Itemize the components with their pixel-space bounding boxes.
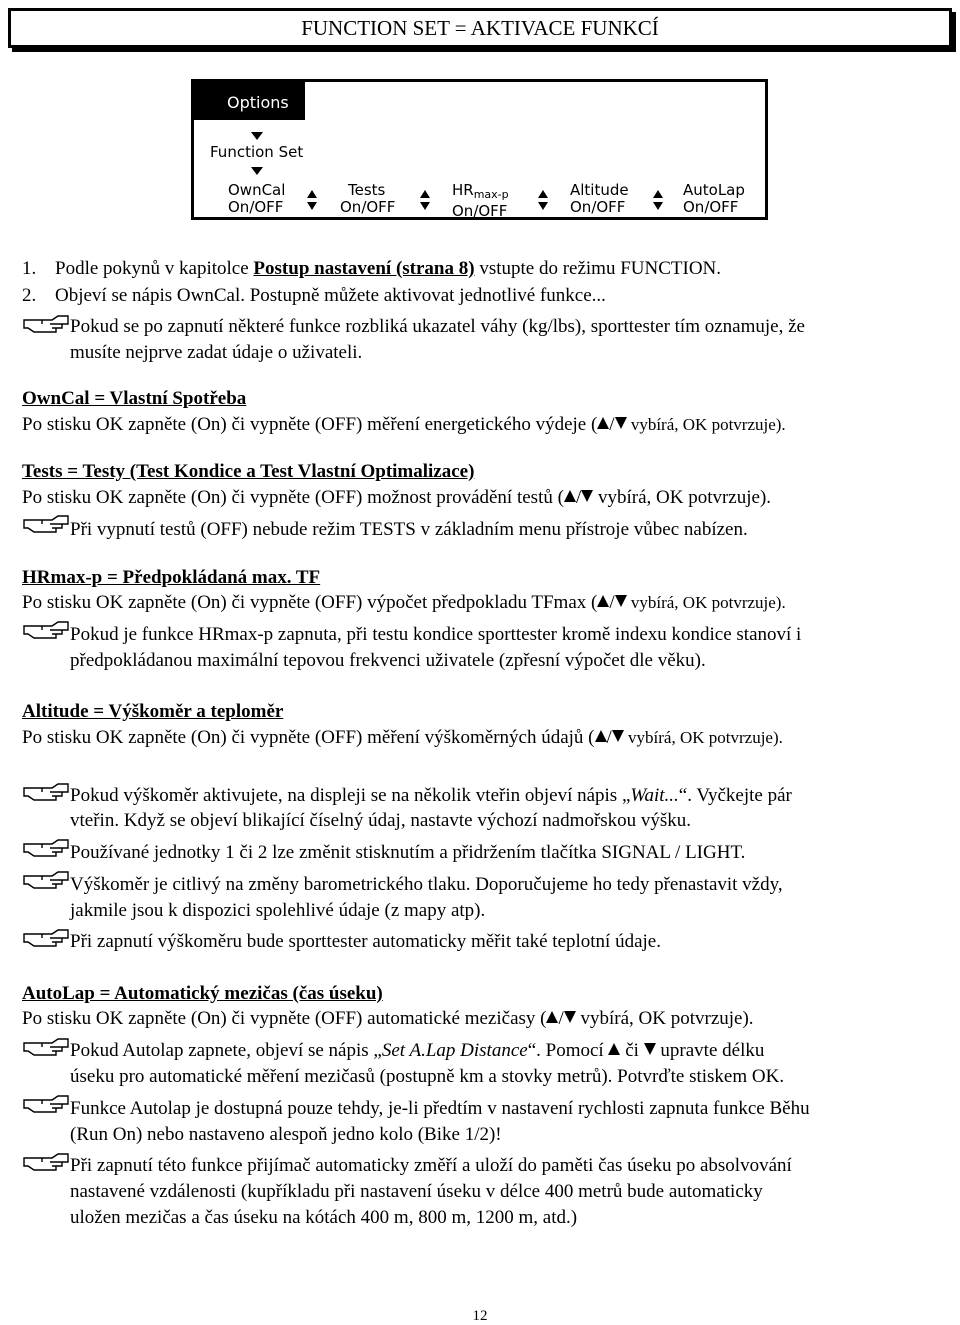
note-text: “. Vyčkejte pár	[678, 785, 792, 806]
step-text: Podle pokynů v kapitolce	[55, 258, 254, 279]
pointing-hand-icon	[22, 312, 70, 334]
up-arrow-icon	[608, 1043, 620, 1055]
pointing-hand-icon	[22, 1150, 70, 1172]
lcd-item-state: On/OFF	[340, 198, 396, 216]
up-down-icon	[538, 190, 548, 212]
arrow-down-icon	[251, 167, 263, 175]
body-text: Po stisku OK zapněte (On) či vypněte (OFF) měření energetického výdeje (	[22, 414, 598, 435]
note-text: upravte délku	[655, 1040, 765, 1061]
altitude-note-2: Používané jednotky 1 či 2 lze změnit stisknutím a přidržením tlačítka SIGNAL / LIGHT.	[70, 842, 746, 863]
altitude-note-1	[70, 785, 792, 807]
lcd-item-owncal	[228, 182, 285, 216]
up-arrow-icon	[597, 595, 609, 607]
down-arrow-icon	[564, 1011, 576, 1023]
pointing-hand-icon	[22, 1092, 70, 1114]
autolap-note-1	[70, 1040, 764, 1062]
lcd-item-state: On/OFF	[228, 198, 284, 216]
body-text: vybírá, OK potvrzuje).	[626, 593, 786, 612]
autolap-body: Po stisku OK zapněte (On) či vypněte (OFF) automatické mezičasy ( / vybírá, OK potvrzuje).	[22, 1008, 754, 1029]
note-text: Pokud výškoměr aktivujete, na displeji se na několik vteřin objeví nápis „	[70, 785, 631, 806]
pointing-hand-icon	[22, 780, 70, 802]
tests-body: Po stisku OK zapněte (On) či vypněte (OFF) možnost provádění testů ( / vybírá, OK potvrzuje).	[22, 487, 772, 508]
note-weight: Pokud se po zapnutí některé funkce rozbliká ukazatel váhy (kg/lbs), sporttester tím oznamuje, že	[70, 316, 805, 337]
step-text: vstupte do režimu FUNCTION.	[474, 258, 722, 279]
lcd-item-name: Tests	[348, 181, 386, 199]
down-arrow-icon	[615, 417, 627, 429]
pointing-hand-icon	[22, 836, 70, 858]
note-weight-cont: musíte nejprve zadat údaje o uživateli.	[70, 342, 363, 363]
arrow-down-icon	[251, 132, 263, 140]
up-arrow-icon	[597, 417, 609, 429]
step-number: 2.	[22, 285, 37, 306]
lcd-figure	[191, 79, 768, 220]
autolap-heading: AutoLap = Automatický mezičas (čas úseku)	[22, 983, 383, 1004]
options-label: Options	[227, 93, 289, 112]
note-text: “. Pomocí	[527, 1040, 609, 1061]
page-header	[8, 8, 952, 48]
lcd-item-autolap	[683, 182, 745, 216]
body-text: Po stisku OK zapněte (On) či vypněte (OFF) automatické mezičasy (	[22, 1008, 547, 1029]
lcd-item-name: AutoLap	[683, 181, 745, 199]
body-text: vybírá, OK potvrzuje).	[575, 1008, 754, 1029]
hrmax-note-cont: předpokládanou maximální tepovou frekvenci uživatele (zpřesní výpočet dle věku).	[70, 650, 706, 671]
body-text: potvrzuje).	[711, 415, 786, 434]
owncal-body: Po stisku OK zapněte (On) či vypněte (OFF) měření energetického výdeje ( / vybírá, OK potvrzuje).	[22, 414, 786, 435]
lcd-item-tests	[340, 182, 395, 216]
autolap-note-3-cont: nastavené vzdálenosti (kupříkladu při nastavení úseku v délce 400 metrů bude automaticky	[70, 1181, 763, 1202]
tests-note: Při vypnutí testů (OFF) nebude režim TESTS v základním menu přístroje vůbec nabízen.	[70, 519, 748, 540]
owncal-heading: OwnCal = Vlastní Spotřeba	[22, 388, 247, 409]
body-text: Po stisku OK zapněte (On) či vypněte (OFF) měření výškoměrných údajů (	[22, 727, 595, 748]
up-down-icon	[653, 190, 663, 212]
up-down-icon	[420, 190, 430, 212]
step-2	[22, 285, 606, 307]
pointing-hand-icon	[22, 618, 70, 640]
down-arrow-icon	[612, 730, 624, 742]
step-text: Objeví se nápis OwnCal. Postupně můžete aktivovat jednotlivé funkce...	[55, 285, 606, 306]
body-text: vybírá, OK potvrzuje).	[623, 728, 783, 747]
step-number: 1.	[22, 258, 37, 279]
lcd-item-name: Altitude	[570, 181, 629, 199]
body-text: vybírá, OK	[626, 415, 712, 434]
altitude-body: Po stisku OK zapněte (On) či vypněte (OFF) měření výškoměrných údajů ( / vybírá, OK potvrzuje).	[22, 727, 783, 748]
up-arrow-icon	[595, 730, 607, 742]
page-title: FUNCTION SET = AKTIVACE FUNKCÍ	[301, 16, 659, 40]
down-arrow-icon	[615, 595, 627, 607]
lcd-item-state: On/OFF	[683, 198, 739, 216]
options-tab	[194, 82, 305, 120]
up-down-icon	[307, 190, 317, 212]
autolap-note-3: Při zapnutí této funkce přijímač automaticky změří a uloží do paměti čas úseku po absolvování	[70, 1155, 792, 1176]
altitude-note-4: Při zapnutí výškoměru bude sporttester automaticky měřit také teplotní údaje.	[70, 931, 661, 952]
note-text: či	[620, 1040, 644, 1061]
note-text: Pokud Autolap zapnete, objeví se nápis „	[70, 1040, 382, 1061]
hrmax-heading: HRmax-p = Předpokládaná max. TF	[22, 567, 321, 588]
autolap-note-2-cont: (Run On) nebo nastaveno alespoň jedno kolo (Bike 1/2)!	[70, 1124, 502, 1145]
lcd-item-state: On/OFF	[570, 198, 626, 216]
hrmax-note: Pokud je funkce HRmax-p zapnuta, při testu kondice sporttester kromě indexu kondice stanoví i	[70, 624, 802, 645]
page-number: 12	[472, 1308, 488, 1324]
tests-heading: Tests = Testy (Test Kondice a Test Vlastní Optimalizace)	[22, 461, 475, 482]
hrmax-body: Po stisku OK zapněte (On) či vypněte (OFF) výpočet předpokladu TFmax ( / vybírá, OK potvrzuje).	[22, 592, 786, 613]
lcd-item-name: HR	[452, 181, 474, 199]
pointing-hand-icon	[22, 512, 70, 534]
instructions-link[interactable]: Postup nastavení (strana 8)	[253, 258, 475, 279]
down-arrow-icon	[581, 490, 593, 502]
pointing-hand-icon	[22, 926, 70, 948]
altitude-note-3-cont: jakmile jsou k dispozici spolehlivé údaje (z mapy atp).	[70, 900, 486, 921]
autolap-note-1-cont: úseku pro automatické měření mezičasů (postupně km a stovky metrů). Potvrďte stiskem OK.	[70, 1066, 785, 1087]
function-set-label: Function Set	[210, 143, 304, 161]
up-arrow-icon	[564, 490, 576, 502]
lcd-item-name-sub: max-p	[473, 188, 509, 201]
autolap-note-3-cont2: uložen mezičas a čas úseku na kótách 400 m, 800 m, 1200 m, atd.)	[70, 1207, 578, 1228]
lcd-item-hrmax	[452, 182, 509, 220]
up-arrow-icon	[546, 1011, 558, 1023]
altitude-heading: Altitude = Výškoměr a teploměr	[22, 701, 284, 722]
lcd-item-name: OwnCal	[228, 181, 286, 199]
display-text: Set A.Lap Distance	[381, 1040, 528, 1061]
autolap-note-2: Funkce Autolap je dostupná pouze tehdy, je-li předtím v nastavení rychlosti zapnuta funkce Běhu	[70, 1098, 810, 1119]
lcd-item-altitude	[570, 182, 629, 216]
lcd-item-state: On/OFF	[452, 202, 508, 220]
body-text: vybírá, OK potvrzuje).	[593, 487, 772, 508]
step-1	[22, 258, 721, 280]
body-text: Po stisku OK zapněte (On) či vypněte (OFF) možnost provádění testů (	[22, 487, 564, 508]
display-text: Wait...	[630, 785, 679, 806]
pointing-hand-icon	[22, 1035, 70, 1057]
pointing-hand-icon	[22, 868, 70, 890]
altitude-note-3: Výškoměr je citlivý na změny barometrického tlaku. Doporučujeme ho tedy přenastavit vždy,	[70, 874, 783, 895]
down-arrow-icon	[644, 1043, 656, 1055]
body-text: Po stisku OK zapněte (On) či vypněte (OFF) výpočet předpokladu TFmax (	[22, 592, 598, 613]
altitude-note-1-cont: vteřin. Když se objeví blikající číselný údaj, nastavte výchozí nadmořskou výšku.	[70, 810, 692, 831]
